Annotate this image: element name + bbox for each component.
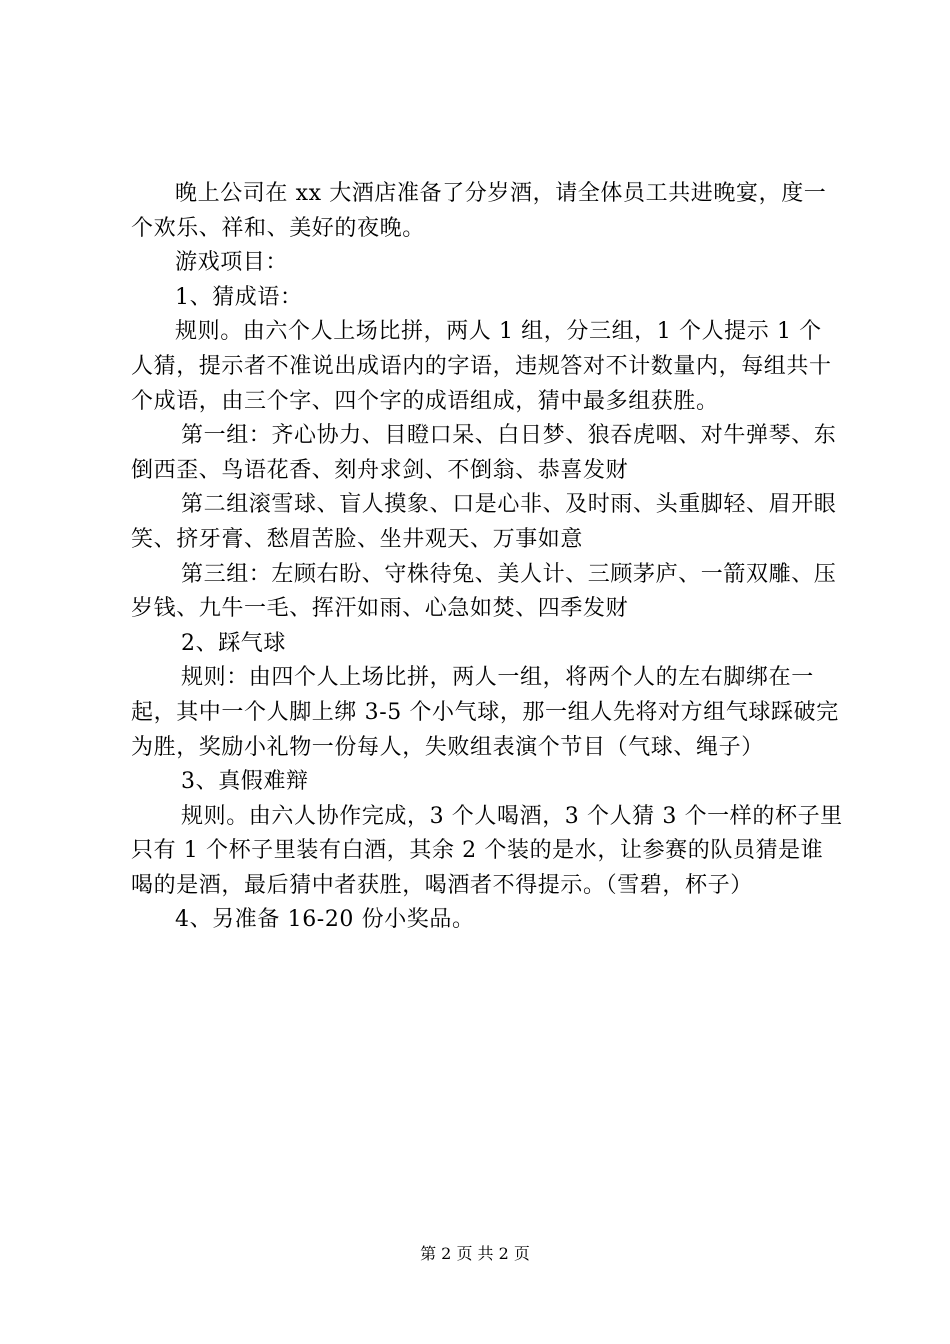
paragraph-game-2-rules: 规则：由四个人上场比拼，两人一组，将两个人的左右脚绑在一起，其中一个人脚上绑 3-5 个小气球，那一组人先将对方组气球踩破完为胜，奖励小礼物一份每人，失败组表演个节目（气球、绳子）	[131, 665, 839, 760]
paragraph-game-1-rules: 规则。由六个人上场比拼，两人 1 组，分三组，1 个人提示 1 个人猜，提示者不准说出成语内的字语，违规答对不计数量内，每组共十个成语，由三个字、四个字的成语组成，猜中最多组获胜。	[131, 319, 832, 414]
document-body	[131, 177, 843, 938]
heading-game-3: 3、真假难辩	[181, 769, 309, 795]
page-footer: 第 2 页 共 2 页	[420, 1244, 530, 1263]
paragraph-group-2: 第二组滚雪球、盲人摸象、口是心非、及时雨、头重脚轻、眉开眼笑、挤牙膏、愁眉苦脸、坐井观天、万事如意	[131, 492, 837, 552]
paragraph-game-3-rules: 规则。由六人协作完成，3 个人喝酒，3 个人猜 3 个一样的杯子里只有 1 个杯子里装有白酒，其余 2 个装的是水，让参赛的队员猜是谁喝的是酒，最后猜中者获胜，喝酒者不得提示。（雪碧，杯子）	[131, 803, 843, 898]
paragraph-group-1: 第一组：齐心协力、目瞪口呆、白日梦、狼吞虎咽、对牛弹琴、东倒西歪、鸟语花香、刻舟求剑、不倒翁、恭喜发财	[131, 423, 837, 483]
paragraph-group-3: 第三组：左顾右盼、守株待兔、美人计、三顾茅庐、一箭双雕、压岁钱、九牛一毛、挥汗如雨、心急如焚、四季发财	[131, 561, 837, 622]
heading-game-1: 1、猜成语：	[175, 284, 303, 310]
paragraph-prizes: 4、另准备 16-20 份小奖品。	[175, 907, 475, 933]
heading-game-2: 2、踩气球	[181, 630, 286, 656]
heading-game-items: 游戏项目：	[175, 250, 289, 276]
paragraph-intro: 晚上公司在 xx 大酒店准备了分岁酒，请全体员工共进晚宴，度一个欢乐、祥和、美好的夜晚。	[131, 181, 827, 241]
